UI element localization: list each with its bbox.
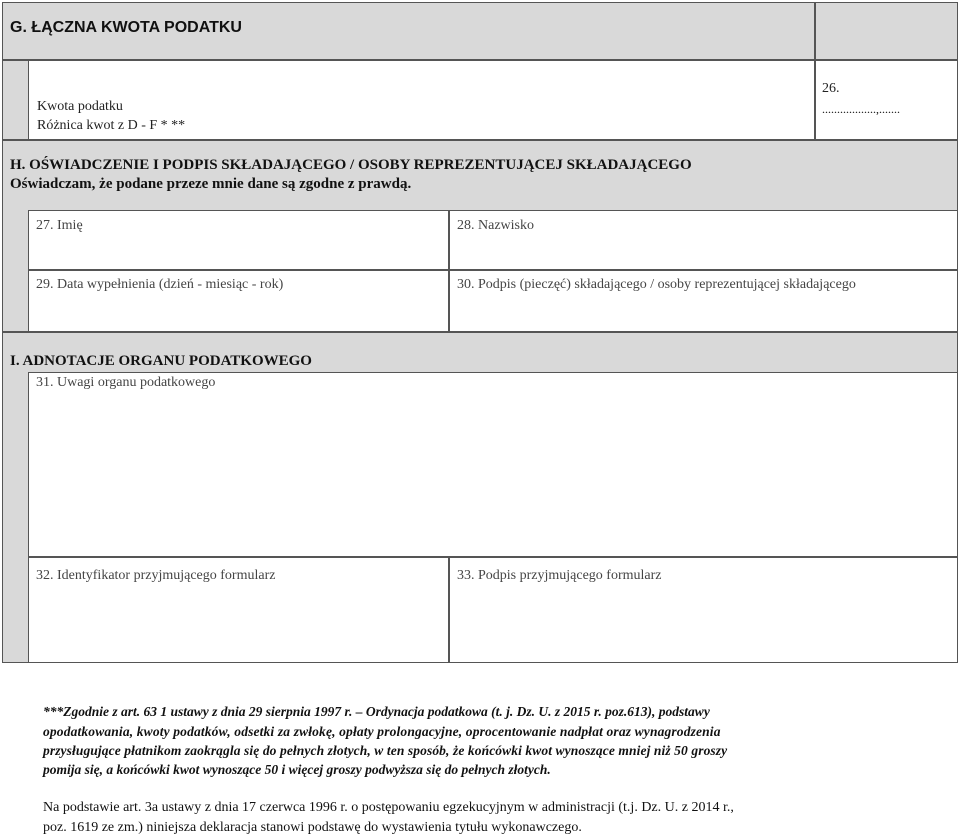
section-g-title: G. ŁĄCZNA KWOTA PODATKU <box>10 19 242 36</box>
field-27[interactable] <box>28 210 449 270</box>
legal-note-line-1: Na podstawie art. 3a ustawy z dnia 17 czerwca 1996 r. o postępowaniu egzekucyjnym w administracji (t.j. Dz. U. z 2014 r., <box>43 800 734 815</box>
section-h-title: H. OŚWIADCZENIE I PODPIS SKŁADAJĄCEGO / OSOBY REPREZENTUJĄCEJ SKŁADAJĄCEGO <box>10 157 692 173</box>
footnote-line-1: ***Zgodnie z art. 63 1 ustawy z dnia 29 sierpnia 1997 r. – Ordynacja podatkowa (t. j. Dz. U. z 2015 r. poz.613), podstawy <box>43 704 710 719</box>
field-26-value: ..................,....... <box>822 102 900 116</box>
kwota-label-line1: Kwota podatku <box>37 99 123 114</box>
legal-note-line-2: poz. 1619 ze zm.) niniejsza deklaracja stanowi podstawę do wystawienia tytułu wykonawczego. <box>43 820 582 835</box>
field-30-label: 30. Podpis (pieczęć) składającego / osoby reprezentującej składającego <box>457 277 856 292</box>
field-32-label: 32. Identyfikator przyjmującego formularz <box>36 568 276 583</box>
field-27-label: 27. Imię <box>36 218 83 233</box>
field-31-label: 31. Uwagi organu podatkowego <box>36 375 216 390</box>
section-g-corner <box>815 2 958 60</box>
kwota-label-line2: Różnica kwot z D - F * ** <box>37 118 186 133</box>
footnote-line-4: pomija się, a końcówki kwot wynoszące 50 i więcej groszy podwyższa się do pełnych złotych. <box>43 762 551 777</box>
section-i-title: I. ADNOTACJE ORGANU PODATKOWEGO <box>10 353 312 369</box>
section-h-statement: Oświadczam, że podane przeze mnie dane są zgodne z prawdą. <box>10 176 412 192</box>
field-26-number: 26. <box>822 81 840 96</box>
field-28-label: 28. Nazwisko <box>457 218 534 233</box>
field-26[interactable] <box>815 60 958 140</box>
field-29-label: 29. Data wypełnienia (dzień - miesiąc - rok) <box>36 277 284 292</box>
field-33-label: 33. Podpis przyjmującego formularz <box>457 568 662 583</box>
footnote-line-2: opodatkowania, kwoty podatków, odsetki za zwłokę, opłaty prolongacyjne, oprocentowanie nadpłat oraz wynagrodzenia <box>43 724 721 739</box>
footnote-line-3: przysługujące płatnikom zaokrągla się do pełnych złotych, w ten sposób, że końcówki kwot wynoszące mniej niż 50 groszy <box>43 743 728 758</box>
field-31[interactable] <box>28 372 958 557</box>
